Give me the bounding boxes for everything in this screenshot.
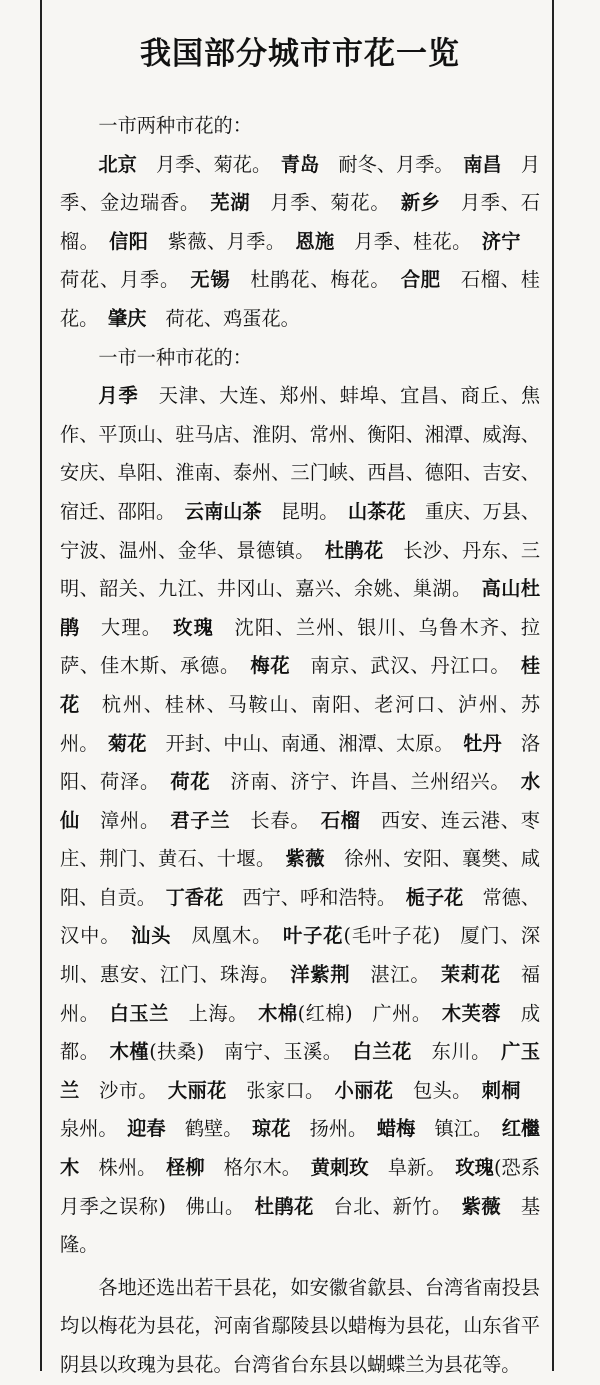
flower-name: 广玉兰	[60, 1040, 541, 1102]
flower-note: (毛叶子花)	[343, 924, 441, 948]
flower-name: 木棉	[257, 1001, 298, 1025]
city-list: 基隆。	[60, 1194, 540, 1257]
flower-list: 紫薇、月季。	[167, 229, 286, 253]
flower-name: 木槿	[109, 1040, 150, 1064]
city-list: 徐州、安阳、襄樊、咸阳、自贡。	[60, 847, 541, 909]
city-list: 重庆、万县、宁波、温州、金华、景德镇。	[60, 499, 541, 562]
flower-name: 高山杜鹃	[60, 577, 541, 639]
flower-list: 杜鹃花、梅花。	[249, 268, 391, 292]
one-flower-list	[60, 377, 540, 1265]
flower-note: (恐系月季之误称)	[60, 1156, 541, 1218]
city-list: 东川。	[431, 1040, 491, 1064]
city-list: 开封、中山、南通、湘潭、太原。	[165, 731, 454, 755]
closing-paragraph: 各地还选出若干县花，如安徽省歙县、台湾省南投县均以梅花为县花，河南省鄢陵县以蜡梅为县花，山东省平阴县以玫瑰为县花。台湾省台东县以蝴蝶兰为县花等。	[60, 1275, 540, 1376]
city-list: 扬州。	[309, 1117, 368, 1141]
flower-name: 栀子花	[405, 885, 464, 909]
flower-list: 月季、菊花。	[269, 191, 391, 215]
flower-name: 黄刺玫	[310, 1156, 369, 1180]
city-name: 恩施	[295, 229, 335, 253]
city-list: 鹤壁。	[184, 1117, 243, 1141]
one-flower-heading: 一市一种市花的：	[98, 345, 252, 369]
city-list: 张家口。	[245, 1078, 325, 1102]
city-name: 合肥	[400, 268, 441, 292]
right-column-rule	[552, 0, 554, 1371]
flower-list: 荷花、月季。	[60, 268, 180, 292]
flower-name: 君子兰	[169, 808, 231, 832]
city-name: 北京	[98, 152, 137, 176]
city-list: 洛阳、荷泽。	[60, 731, 541, 794]
city-list: 天津、大连、郑州、蚌埠、宜昌、商丘、焦作、平顶山、驻马店、淮阴、常州、衡阳、湘潭、威海、安庆、阜阳、淮南、泰州、三门峡、西昌、德阳、吉安、宿迁、邵阳。	[60, 384, 541, 523]
flower-list: 月季、菊花。	[155, 152, 272, 176]
city-list: 济南、济宁、许昌、兰州绍兴。	[229, 770, 511, 794]
city-list: 成都。	[60, 1001, 541, 1064]
flower-list: 耐冬、月季。	[338, 152, 454, 176]
city-name: 肇庆	[107, 306, 147, 330]
flower-name: 石榴	[320, 808, 361, 832]
city-list: 漳州。	[99, 808, 160, 832]
city-list: 大理。	[99, 615, 163, 639]
city-list: 西宁、呼和浩特。	[242, 885, 397, 909]
city-list: 沈阳、兰州、银川、乌鲁木齐、拉萨、佳木斯、承德。	[60, 615, 541, 678]
flower-name: 杜鹃花	[254, 1194, 314, 1218]
city-list: 福州。	[60, 963, 540, 1025]
two-flowers-heading: 一市两种市花的：	[98, 114, 252, 137]
flower-note: (扶桑)	[149, 1040, 205, 1064]
city-list: 镇江。	[434, 1117, 493, 1141]
flower-name: 红檵木	[60, 1117, 541, 1180]
flower-name: 荷花	[169, 770, 211, 794]
article	[60, 28, 540, 1385]
city-name: 青岛	[280, 152, 320, 176]
flower-name: 小丽花	[334, 1078, 394, 1102]
flower-name: 水仙	[60, 770, 540, 832]
city-name: 济宁	[481, 229, 521, 253]
city-list: 台北、新竹。	[333, 1194, 452, 1218]
city-list: 湛江。	[369, 963, 431, 987]
city-name: 新乡	[400, 191, 441, 215]
two-flowers-list	[60, 146, 540, 339]
flower-name: 白兰花	[352, 1040, 412, 1064]
flower-name: 牡丹	[463, 731, 502, 755]
flower-name: 紫薇	[461, 1194, 502, 1218]
city-list: 常德、汉中。	[60, 885, 541, 948]
flower-name: 梅花	[249, 654, 291, 678]
city-list: 南京、武汉、丹江口。	[309, 654, 511, 678]
city-list: 株州。	[98, 1156, 157, 1180]
flower-name: 菊花	[108, 731, 147, 755]
city-list: 昆明。	[280, 499, 339, 523]
city-list: 佛山。	[185, 1194, 245, 1218]
city-list: 包头。	[412, 1078, 472, 1102]
flower-name: 刺桐	[481, 1078, 521, 1102]
flower-name: 紫薇	[285, 847, 325, 871]
flower-list: 月季、金边瑞香。	[60, 152, 541, 215]
flower-name: 迎春	[127, 1117, 166, 1141]
flower-list: 月季、石榴。	[60, 191, 540, 253]
flower-name: 杜鹃花	[324, 538, 384, 562]
flower-list: 荷花、鸡蛋花。	[165, 306, 300, 330]
city-list: 上海。	[188, 1001, 248, 1025]
city-list: 长沙、丹东、三明、韶关、九江、井冈山、嘉兴、余姚、巢湖。	[60, 538, 541, 601]
city-list: 西安、连云港、枣庄、荆门、黄石、十堰。	[60, 808, 540, 871]
flower-name: 山茶花	[348, 499, 406, 523]
flower-name: 月季	[98, 384, 139, 408]
flower-name: 玫瑰	[171, 615, 215, 639]
city-list: 凤凰木。	[190, 924, 273, 948]
city-list: 杭州、桂林、马鞍山、南阳、老河口、泸州、苏州。	[60, 692, 541, 755]
flower-name: 玫瑰	[455, 1156, 494, 1180]
flower-name: 柽柳	[166, 1156, 205, 1180]
city-name: 南昌	[463, 152, 502, 176]
city-list: 南宁、玉溪。	[223, 1040, 343, 1064]
flower-name: 白玉兰	[109, 1001, 169, 1025]
flower-note: (红棉)	[297, 1001, 353, 1025]
city-list: 厦门、深圳、惠安、江门、珠海。	[60, 924, 541, 987]
city-name: 信阳	[108, 229, 149, 253]
left-column-rule	[40, 0, 42, 1371]
flower-name: 汕头	[130, 924, 172, 948]
flower-name: 琼花	[252, 1117, 291, 1141]
flower-list: 石榴、桂花。	[60, 268, 540, 330]
city-list: 长春。	[249, 808, 311, 832]
flower-name: 木芙蓉	[441, 1001, 502, 1025]
city-list: 格尔木。	[223, 1156, 302, 1180]
flower-name: 云南山茶	[184, 499, 262, 523]
flower-list: 月季、桂花。	[353, 229, 472, 253]
flower-name: 洋紫荆	[289, 963, 351, 987]
flower-name: 丁香花	[165, 885, 224, 909]
flower-name: 茉莉花	[440, 963, 501, 987]
flower-name: 蜡梅	[376, 1117, 416, 1141]
city-name: 芜湖	[209, 191, 251, 215]
article-title: 我国部分城市市花一览	[140, 36, 460, 72]
city-list: 广州。	[371, 1001, 432, 1025]
city-list: 沙市。	[98, 1078, 158, 1102]
flower-name: 叶子花	[281, 924, 344, 948]
flower-name: 桂花	[60, 654, 540, 716]
city-list: 泉州。	[60, 1117, 118, 1141]
city-name: 无锡	[189, 268, 231, 292]
flower-name: 大丽花	[167, 1078, 227, 1102]
city-list: 阜新。	[387, 1156, 446, 1180]
